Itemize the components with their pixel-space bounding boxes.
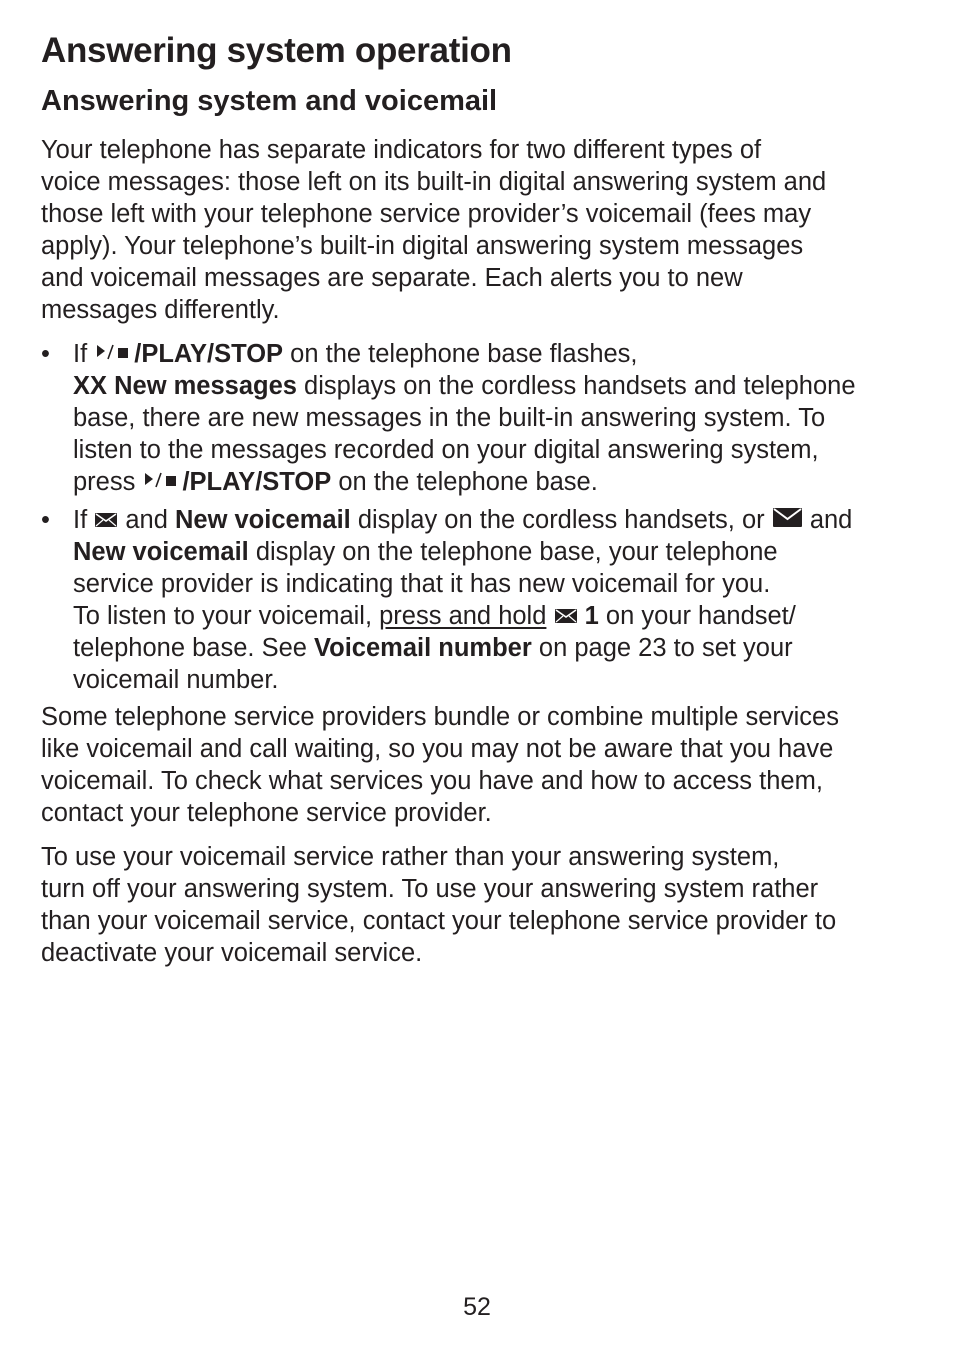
paragraph-line: voicemail. To check what services you have and how to access them, xyxy=(41,767,823,795)
text-fragment: displays on the cordless handsets and telephone xyxy=(296,372,856,400)
play-stop-icon xyxy=(94,342,134,362)
intro-line: messages differently. xyxy=(41,296,280,324)
bullet-line: base, there are new messages in the built-in answering system. To xyxy=(73,404,826,432)
paragraph-line: contact your telephone service provider. xyxy=(41,799,492,827)
paragraph-line: like voicemail and call waiting, so you may not be aware that you have xyxy=(41,735,834,763)
bullet-item-play-stop xyxy=(41,338,856,498)
text-fragment: on your handset/ xyxy=(598,602,796,630)
text-fragment: on the telephone base flashes, xyxy=(283,340,638,368)
text-fragment: on page 23 to set your xyxy=(531,634,793,662)
text-fragment: and xyxy=(802,506,853,534)
bullet-item-voicemail xyxy=(41,504,852,696)
bullet-line xyxy=(73,536,852,568)
voicemail-number-reference: Voicemail number xyxy=(314,634,532,662)
text-fragment: If xyxy=(73,506,95,534)
bullet-list-voicemail xyxy=(41,504,852,696)
play-stop-key-label: /PLAY/STOP xyxy=(182,468,332,496)
bullet-dot: • xyxy=(41,506,50,534)
intro-line: those left with your telephone service provider’s voicemail (fees may xyxy=(41,200,812,228)
page-title: Answering system operation xyxy=(41,31,512,70)
bullet-line xyxy=(73,466,856,498)
text-fragment: telephone base. See xyxy=(73,634,315,662)
bullet-line xyxy=(73,600,852,632)
new-messages-label: XX New messages xyxy=(73,372,297,400)
text-fragment: and xyxy=(118,506,175,534)
intro-paragraph xyxy=(41,134,826,326)
envelope-icon xyxy=(772,507,803,528)
voicemail-envelope-icon xyxy=(554,608,578,624)
voicemail-vs-answering-paragraph xyxy=(41,841,836,969)
new-voicemail-label: New voicemail xyxy=(73,538,249,566)
section-heading: Answering system and voicemail xyxy=(41,85,498,117)
bullet-line xyxy=(73,370,856,402)
press-and-hold-text: press and hold xyxy=(379,602,547,630)
bullet-list-answering-system xyxy=(41,338,856,498)
bullet-line xyxy=(73,504,852,536)
paragraph-line: Some telephone service providers bundle or combine multiple services xyxy=(41,703,839,731)
paragraph-line: turn off your answering system. To use your answering system rather xyxy=(41,875,819,903)
service-bundle-paragraph xyxy=(41,701,839,829)
intro-line: Your telephone has separate indicators for two different types of xyxy=(41,136,762,164)
text-fragment: press xyxy=(73,468,143,496)
bullet-line xyxy=(73,632,852,664)
bullet-line: service provider is indicating that it has new voicemail for you. xyxy=(73,570,771,598)
text-fragment: on the telephone base. xyxy=(331,468,598,496)
voicemail-envelope-icon xyxy=(94,512,118,528)
bullet-line: voicemail number. xyxy=(73,666,279,694)
text-fragment: To listen to your voicemail, xyxy=(73,602,380,630)
paragraph-line: than your voicemail service, contact your telephone service provider to xyxy=(41,907,837,935)
bullet-line xyxy=(73,338,856,370)
key-1-label: 1 xyxy=(584,602,599,630)
text-fragment: display on the telephone base, your telephone xyxy=(248,538,778,566)
text-fragment: display on the cordless handsets, or xyxy=(350,506,772,534)
intro-line: apply). Your telephone’s built-in digital answering system messages xyxy=(41,232,804,260)
play-stop-key-label: /PLAY/STOP xyxy=(134,340,284,368)
intro-line: voice messages: those left on its built-in digital answering system and xyxy=(41,168,827,196)
bullet-line: listen to the messages recorded on your digital answering system, xyxy=(73,436,819,464)
text-fragment: If xyxy=(73,340,95,368)
paragraph-line: deactivate your voicemail service. xyxy=(41,939,423,967)
intro-line: and voicemail messages are separate. Each alerts you to new xyxy=(41,264,743,292)
play-stop-icon xyxy=(142,470,182,490)
bullet-dot: • xyxy=(41,340,50,368)
new-voicemail-label: New voicemail xyxy=(174,506,351,534)
paragraph-line: To use your voicemail service rather than your answering system, xyxy=(41,843,780,871)
page-number: 52 xyxy=(463,1293,491,1321)
